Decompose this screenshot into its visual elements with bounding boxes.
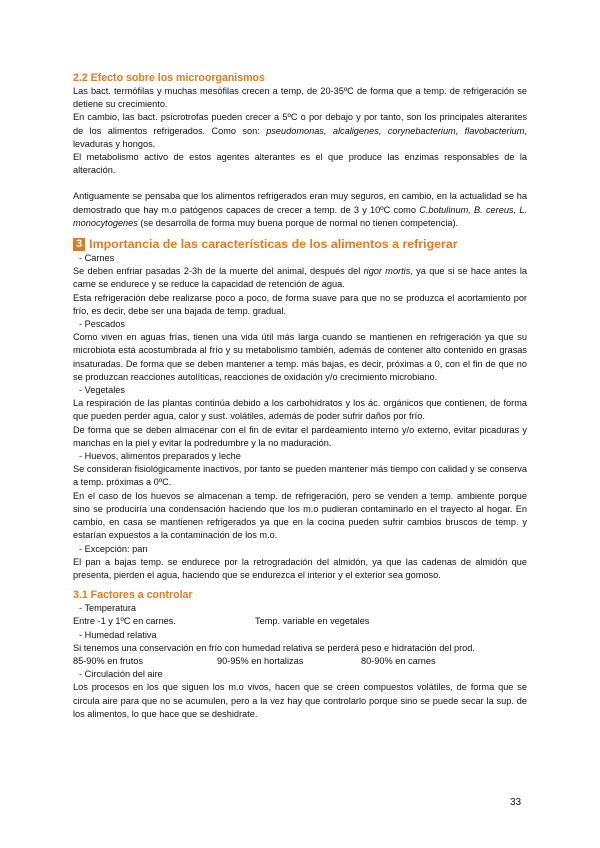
heading-3-1: 3.1 Factores a controlar [73,589,193,602]
humedad-hortalizas: 90-95% en hortalizas [217,655,304,666]
paragraph: La respiración de las plantas continúa debido a los carbohidratos y los ác. orgánicos que contienen, de forma que pueden perder agua, calor y sust. volátiles, además de poder sufrir daños por frío. [73,398,527,422]
subheading-vegetales: - Vegetales [79,385,125,396]
subheading-humedad: - Humedad relativa [79,629,157,640]
page-content [73,71,527,721]
paragraph: Las bact. termófilas y muchas mesófilas crecen a temp. de 20-35ºC de forma que a temp. de refrigeración se detiene su crecimiento. [73,86,527,110]
term: rigor mortis [363,266,411,277]
humedad-frutos: 85-90% en frutos [73,655,143,666]
paragraph: Como viven en aguas frías, tienen una vida útil más larga cuando se mantienen en refrigeración ya que su microbiota está acostumbrada al frío y su metabolismo también, además de contener alto contenido en grasas insaturadas. De forma que se deben mantener a temp. más bajas, es decir, próximas a 0, con el fin de que no se produzcan reacciones autolíticas, reacciones de oxidación y/o crecimiento microbiano. [73,332,527,382]
text: Se deben enfriar pasadas 2-3h de la muerte del animal, después del [73,266,364,277]
text: , ya que si se hace antes la carne se endurece y se reduce la capacidad de retención de agua. [73,266,528,290]
text: Antiguamente se pensaba que los alimentos refrigerados eran muy seguros, en cambio, en la actualidad se ha demostrado que hay m.o patógenos capaces de crecer a temp. de 3 y 10ºC como [73,191,527,215]
subheading-carnes: - Carnes [79,253,115,264]
paragraph [73,190,527,230]
heading-2-2: 2.2 Efecto sobre los microorganismos [73,72,265,84]
species-list: pseudomonas, alcaligenes, corynebacterium, flavobacterium [266,125,525,136]
heading-3-title: Importancia de las características de los alimentos a refrigerar [89,237,458,252]
paragraph: En el caso de los huevos se almacenan a temp. de refrigeración, pero se venden a temp. ambiente porque sino se produciría una condensación haciendo que los m.o pudieran contaminarlo en el trayecto al hogar. En cambio, en casa se mantienen refrigerados ya que en la cocina pueden sufrir cambios bruscos de temp. y estarían expuestos a la contaminación de los m.o. [73,490,527,541]
temp-carnes: Entre -1 y 1ºC en carnes. [73,616,176,627]
humidity-row [73,655,527,668]
text: En cambio, las bact. psicrotrofas pueden crecer a 5ºC o por debajo y por tanto, son los principales alterantes de los alimentos refrigerados. Como son: [73,112,527,136]
humedad-carnes: 80-90% en carnes [361,655,436,666]
paragraph: Esta refrigeración debe realizarse poco a poco, de forma suave para que no se produzca el acortamiento por frío, es decir, debe ser una bajada de temp. gradual. [73,292,527,316]
paragraph [73,111,527,151]
subheading-huevos: - Huevos, alimentos preparados y leche [79,451,241,462]
subheading-excepcion: - Excepción: pan [79,543,148,554]
subheading-temperatura: - Temperatura [79,603,137,614]
paragraph: Se consideran fisiológicamente inactivos, por tanto se pueden mantener más tiempo con calidad y se conserva a temp. próximas a 0ºC. [73,464,527,488]
subheading-circulacion: - Circulación del aire [79,669,163,680]
paragraph: Los procesos en los que siguen los m.o vivos, hacen que se creen compuestos volátiles, de forma que se circula aire para que no se acumulen, pero a la vez hay que controlarlo porque sino se puede secar la sup. de los alimentos, lo que hace que se deshidrate. [73,682,527,719]
paragraph: De forma que se deben almacenar con el fin de evitar el pardeamiento interno y/o externo, evitar picaduras y manchas en la piel y evitar la podredumbre y la no maduración. [73,424,527,448]
heading-3 [73,236,527,252]
species-list: C.botulinum, B. cereus, L. monocytogenes [73,204,527,228]
temp-vegetales: Temp. variable en vegetales [255,616,370,627]
text: , levaduras y hongos. [73,125,527,149]
text: (se desarrolla de forma muy buena porque de normal no tienen competencia). [137,217,459,228]
temperature-row [73,615,527,628]
paragraph: El metabolismo activo de estos agentes alterantes es el que produce las enzimas responsables de la alteración. [73,152,527,176]
paragraph [73,265,527,291]
section-number-badge: 3 [73,238,85,251]
page-number: 33 [510,797,522,808]
paragraph: Si tenemos una conservación en frío con humedad relativa se perderá peso e hidratación del prod. [73,642,475,653]
subheading-pescados: - Pescados [79,319,125,330]
paragraph: El pan a bajas temp. se endurece por la retrogradación del almidón, ya que las cadenas de almidón que presenta, pierden el agua, haciendo que se endurezca el interior y el exterior sea gomoso. [73,556,527,580]
